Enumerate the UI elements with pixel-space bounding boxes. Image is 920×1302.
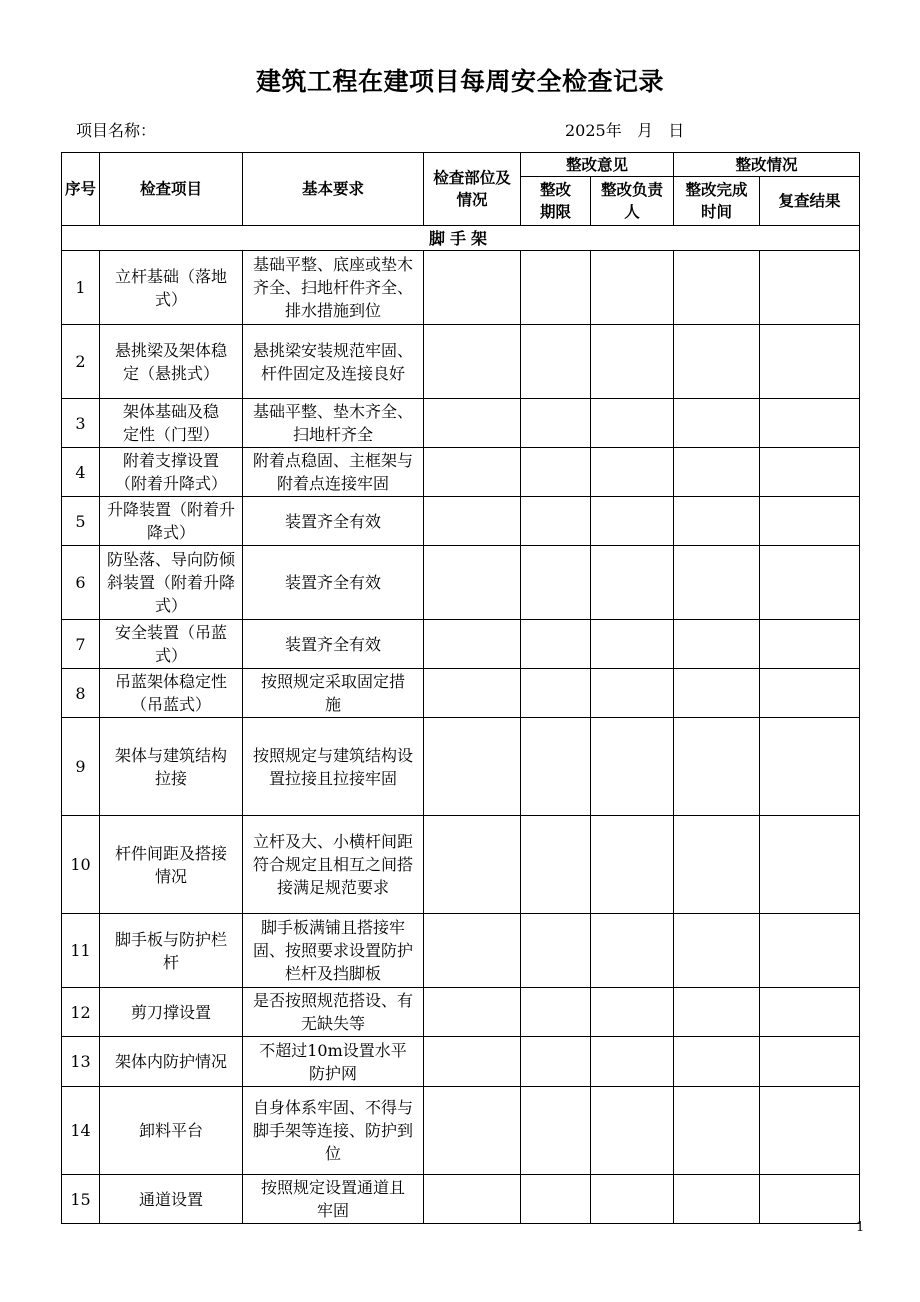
location-cell: [424, 669, 521, 718]
deadline-cell: [521, 816, 591, 914]
header-no: 序号: [62, 153, 100, 226]
review-result-cell: [760, 718, 860, 816]
basic-requirement: 附着点稳固、主框架与附着点连接牢固: [243, 448, 424, 497]
check-item: 架体基础及稳定性（门型）: [100, 399, 243, 448]
table-row: [62, 1087, 860, 1175]
completion-time-cell: [674, 448, 760, 497]
deadline-cell: [521, 669, 591, 718]
location-cell: [424, 1175, 521, 1224]
row-number: 15: [62, 1175, 100, 1224]
row-number: 3: [62, 399, 100, 448]
review-result-cell: [760, 325, 860, 399]
owner-cell: [591, 1037, 674, 1087]
basic-requirement: 基础平整、底座或垫木齐全、扫地杆件齐全、排水措施到位: [243, 251, 424, 325]
project-name-label: 项目名称：: [76, 121, 157, 140]
location-cell: [424, 251, 521, 325]
completion-time-cell: [674, 399, 760, 448]
header-item: 检查项目: [100, 153, 243, 226]
table-row: [62, 251, 860, 325]
row-number: 7: [62, 620, 100, 669]
completion-time-cell: [674, 988, 760, 1037]
completion-time-cell: [674, 1175, 760, 1224]
table-row: [62, 325, 860, 399]
deadline-cell: [521, 251, 591, 325]
owner-cell: [591, 816, 674, 914]
owner-cell: [591, 546, 674, 620]
date-label: 2025年 月 日: [565, 121, 685, 140]
deadline-cell: [521, 546, 591, 620]
completion-time-cell: [674, 1087, 760, 1175]
completion-time-cell: [674, 325, 760, 399]
check-item: 架体与建筑结构拉接: [100, 718, 243, 816]
basic-requirement: 立杆及大、小横杆间距符合规定且相互之间搭接满足规范要求: [243, 816, 424, 914]
owner-cell: [591, 399, 674, 448]
basic-requirement: 装置齐全有效: [243, 497, 424, 546]
basic-requirement: 是否按照规范搭设、有无缺失等: [243, 988, 424, 1037]
deadline-cell: [521, 718, 591, 816]
check-item: 立杆基础（落地式）: [100, 251, 243, 325]
location-cell: [424, 399, 521, 448]
completion-time-cell: [674, 546, 760, 620]
owner-cell: [591, 448, 674, 497]
owner-cell: [591, 620, 674, 669]
deadline-cell: [521, 497, 591, 546]
table-row: [62, 448, 860, 497]
table-row: [62, 718, 860, 816]
deadline-cell: [521, 988, 591, 1037]
location-cell: [424, 816, 521, 914]
table-row: [62, 497, 860, 546]
row-number: 8: [62, 669, 100, 718]
location-cell: [424, 546, 521, 620]
check-item: 升降装置（附着升降式）: [100, 497, 243, 546]
completion-time-cell: [674, 620, 760, 669]
completion-time-cell: [674, 816, 760, 914]
basic-requirement: 悬挑梁安装规范牢固、杆件固定及连接良好: [243, 325, 424, 399]
section-title: 脚手架: [62, 226, 860, 251]
row-number: 13: [62, 1037, 100, 1087]
table-row: [62, 399, 860, 448]
owner-cell: [591, 1175, 674, 1224]
page-number: 1: [856, 1220, 865, 1235]
basic-requirement: 自身体系牢固、不得与脚手架等连接、防护到位: [243, 1087, 424, 1175]
basic-requirement: 基础平整、垫木齐全、扫地杆齐全: [243, 399, 424, 448]
review-result-cell: [760, 546, 860, 620]
check-item: 架体内防护情况: [100, 1037, 243, 1087]
check-item: 脚手板与防护栏杆: [100, 914, 243, 988]
row-number: 6: [62, 546, 100, 620]
review-result-cell: [760, 399, 860, 448]
table-row: [62, 620, 860, 669]
location-cell: [424, 1087, 521, 1175]
location-cell: [424, 620, 521, 669]
basic-requirement: 装置齐全有效: [243, 620, 424, 669]
basic-requirement: 脚手板满铺且搭接牢固、按照要求设置防护栏杆及挡脚板: [243, 914, 424, 988]
location-cell: [424, 718, 521, 816]
location-cell: [424, 448, 521, 497]
basic-requirement: 按照规定与建筑结构设置拉接且拉接牢固: [243, 718, 424, 816]
review-result-cell: [760, 669, 860, 718]
header-location: 检查部位及情况: [424, 153, 521, 226]
header-status-result: 复查结果: [760, 177, 860, 226]
check-item: 吊蓝架体稳定性（吊蓝式）: [100, 669, 243, 718]
deadline-cell: [521, 914, 591, 988]
check-item: 防坠落、导向防倾斜装置（附着升降式）: [100, 546, 243, 620]
deadline-cell: [521, 399, 591, 448]
table-row: [62, 914, 860, 988]
review-result-cell: [760, 497, 860, 546]
review-result-cell: [760, 914, 860, 988]
owner-cell: [591, 497, 674, 546]
review-result-cell: [760, 251, 860, 325]
owner-cell: [591, 1087, 674, 1175]
header-status-time: 整改完成时间: [674, 177, 760, 226]
header-opinion: 整改意见: [521, 153, 674, 177]
completion-time-cell: [674, 669, 760, 718]
owner-cell: [591, 914, 674, 988]
basic-requirement: 按照规定采取固定措施: [243, 669, 424, 718]
check-item: 杆件间距及搭接情况: [100, 816, 243, 914]
check-item: 通道设置: [100, 1175, 243, 1224]
deadline-cell: [521, 1087, 591, 1175]
review-result-cell: [760, 1037, 860, 1087]
deadline-cell: [521, 325, 591, 399]
check-item: 悬挑梁及架体稳定（悬挑式）: [100, 325, 243, 399]
owner-cell: [591, 669, 674, 718]
check-item: 安全装置（吊蓝式）: [100, 620, 243, 669]
basic-requirement: 不超过10m设置水平防护网: [243, 1037, 424, 1087]
location-cell: [424, 914, 521, 988]
table-row: [62, 669, 860, 718]
row-number: 9: [62, 718, 100, 816]
deadline-cell: [521, 1037, 591, 1087]
review-result-cell: [760, 988, 860, 1037]
location-cell: [424, 1037, 521, 1087]
completion-time-cell: [674, 718, 760, 816]
deadline-cell: [521, 448, 591, 497]
table-row: [62, 546, 860, 620]
review-result-cell: [760, 448, 860, 497]
row-number: 5: [62, 497, 100, 546]
page-title: 建筑工程在建项目每周安全检查记录: [255, 67, 664, 96]
owner-cell: [591, 325, 674, 399]
header-requirement: 基本要求: [243, 153, 424, 226]
row-number: 4: [62, 448, 100, 497]
review-result-cell: [760, 816, 860, 914]
header-opinion-deadline: 整改期限: [521, 177, 591, 226]
table-row: [62, 1175, 860, 1224]
table-row: [62, 1037, 860, 1087]
basic-requirement: 装置齐全有效: [243, 546, 424, 620]
location-cell: [424, 988, 521, 1037]
check-item: 卸料平台: [100, 1087, 243, 1175]
owner-cell: [591, 251, 674, 325]
header-status: 整改情况: [674, 153, 860, 177]
row-number: 1: [62, 251, 100, 325]
review-result-cell: [760, 1175, 860, 1224]
review-result-cell: [760, 1087, 860, 1175]
row-number: 2: [62, 325, 100, 399]
table-row: [62, 816, 860, 914]
row-number: 14: [62, 1087, 100, 1175]
owner-cell: [591, 718, 674, 816]
table-row: [62, 988, 860, 1037]
completion-time-cell: [674, 251, 760, 325]
deadline-cell: [521, 620, 591, 669]
check-item: 剪刀撑设置: [100, 988, 243, 1037]
inspection-table: [61, 152, 860, 1224]
row-number: 10: [62, 816, 100, 914]
row-number: 12: [62, 988, 100, 1037]
location-cell: [424, 497, 521, 546]
completion-time-cell: [674, 1037, 760, 1087]
row-number: 11: [62, 914, 100, 988]
location-cell: [424, 325, 521, 399]
owner-cell: [591, 988, 674, 1037]
completion-time-cell: [674, 497, 760, 546]
check-item: 附着支撑设置（附着升降式）: [100, 448, 243, 497]
completion-time-cell: [674, 914, 760, 988]
basic-requirement: 按照规定设置通道且牢固: [243, 1175, 424, 1224]
deadline-cell: [521, 1175, 591, 1224]
review-result-cell: [760, 620, 860, 669]
header-opinion-owner: 整改负责人: [591, 177, 674, 226]
